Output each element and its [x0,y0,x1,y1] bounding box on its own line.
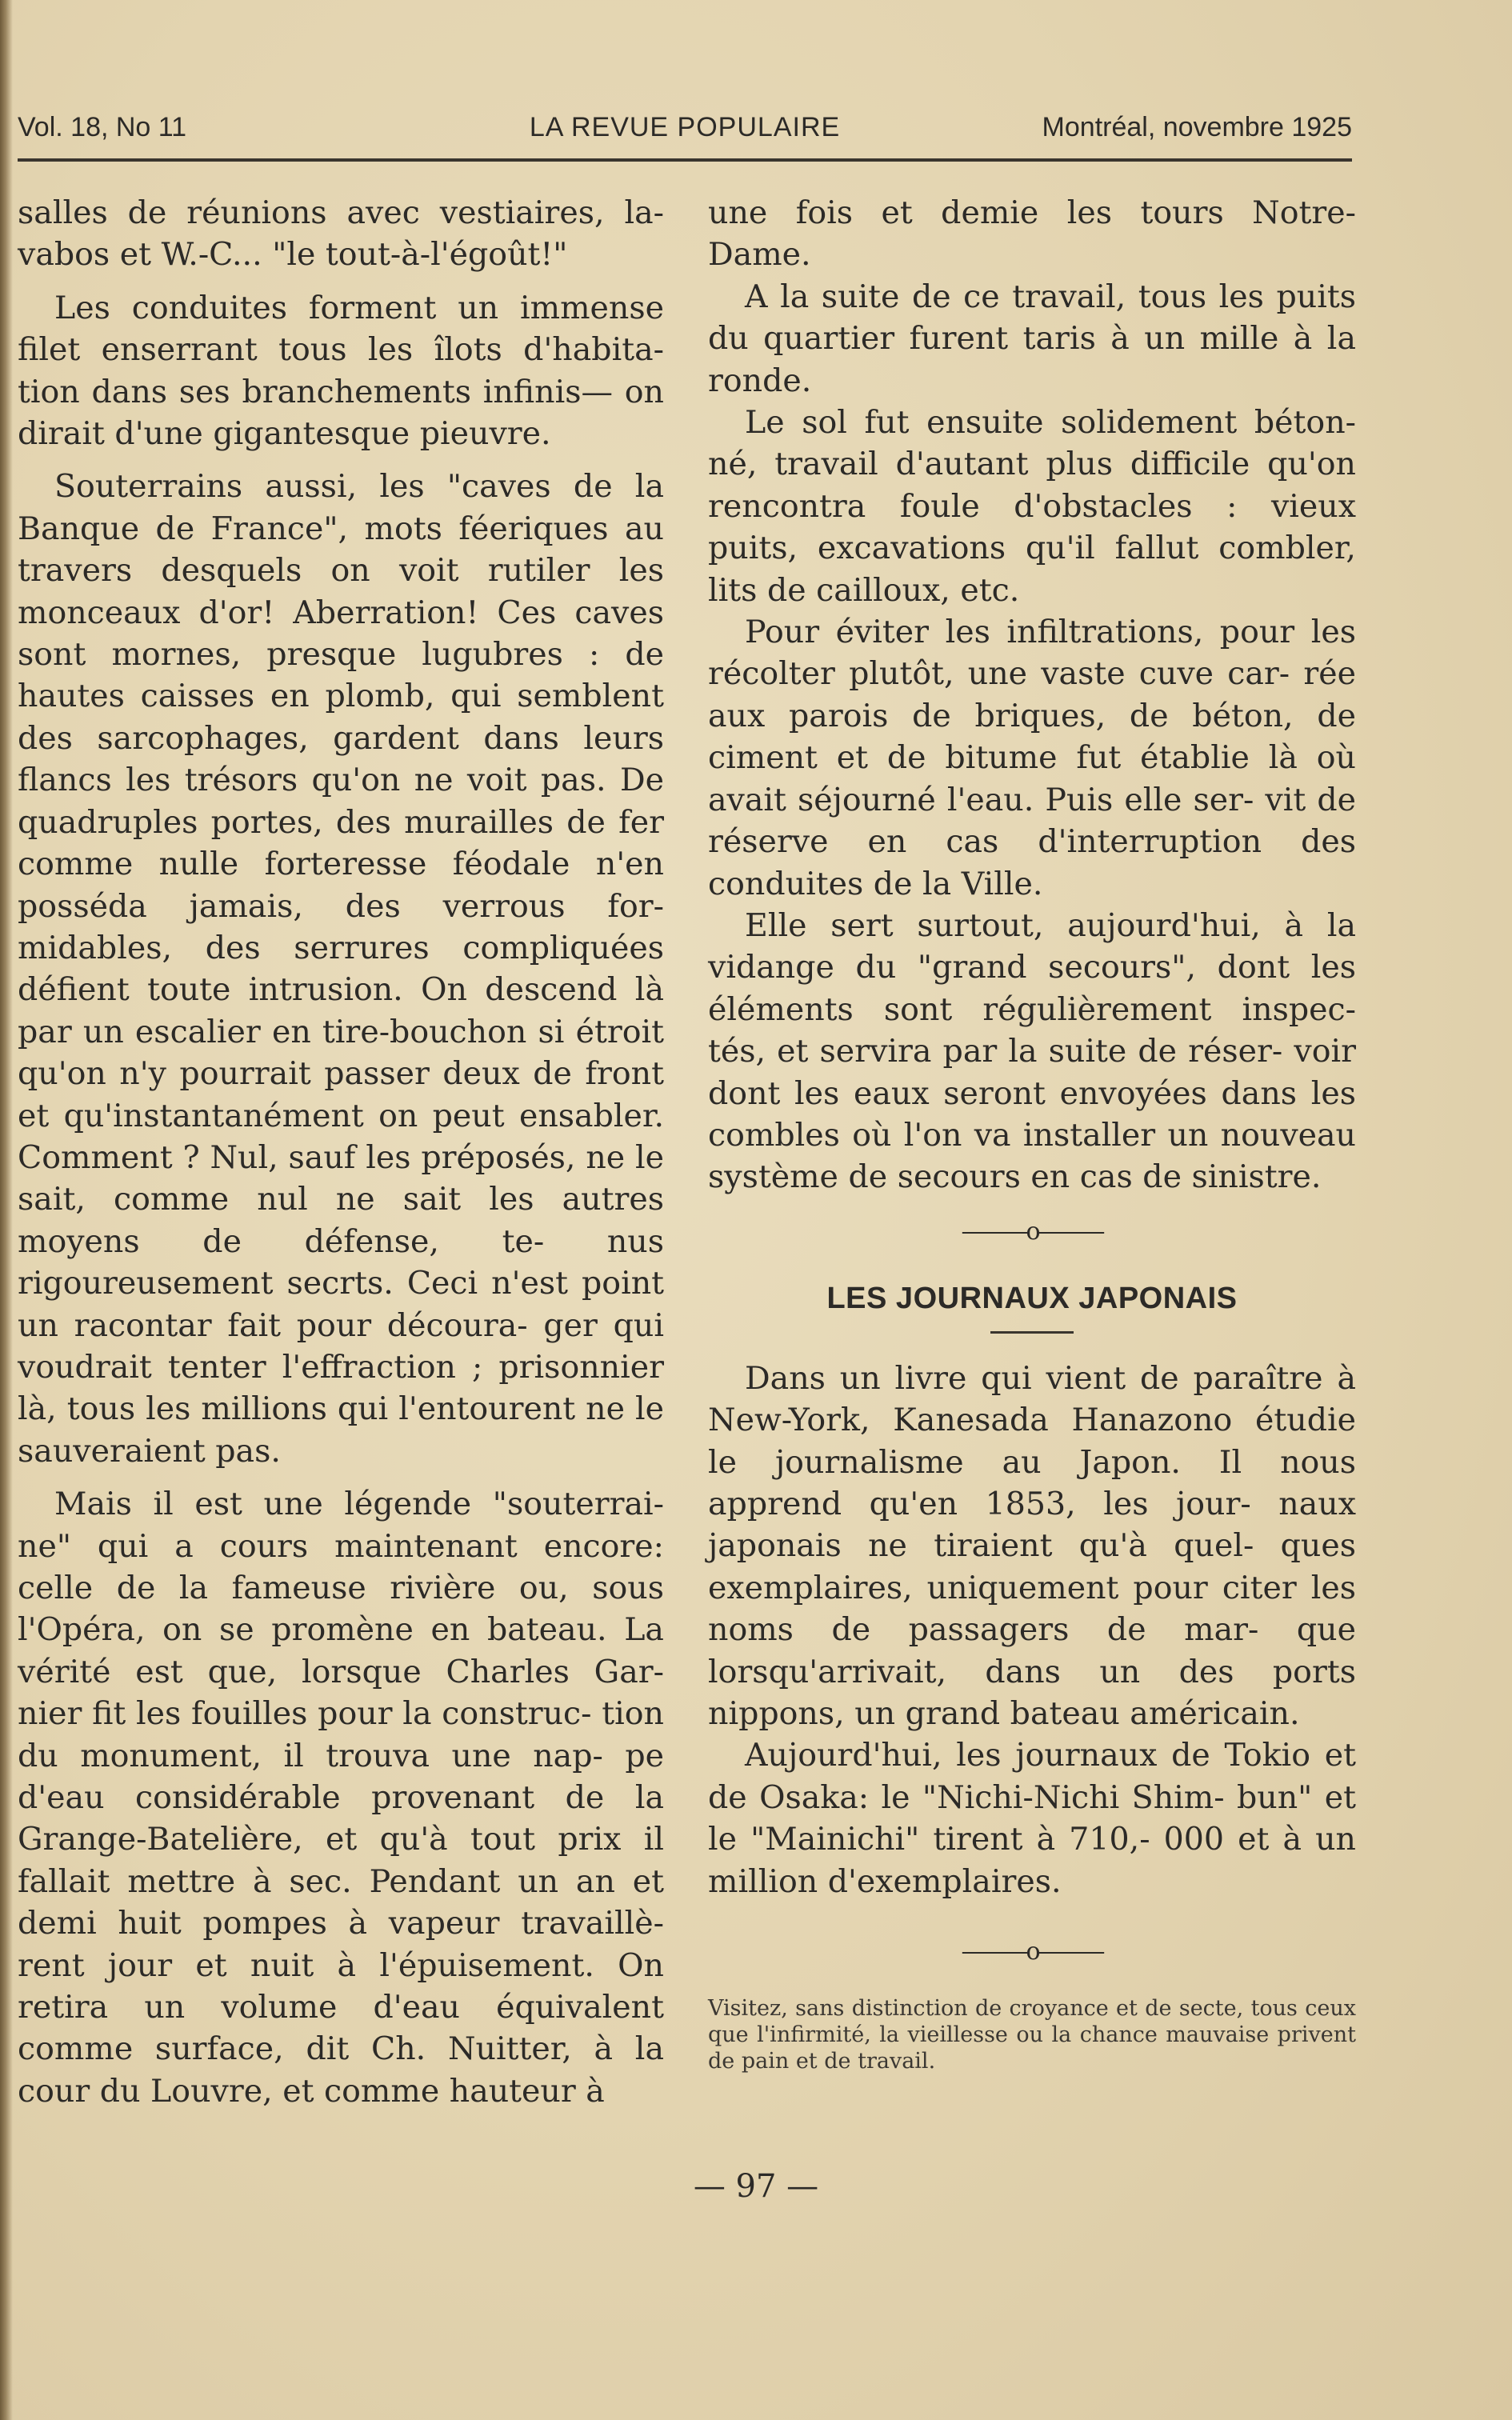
text-line: n'en posséda jamais, des verrous for- [18,846,664,925]
publication-title: LA REVUE POPULAIRE [529,112,841,142]
text-line: sont mornes, presque lugubres : de [18,636,664,674]
text-line: Aujourd'hui, les journaux de Tokio [745,1737,1310,1774]
text-line: comme surface, dit Ch. Nuitter, à la [18,2030,664,2068]
text-line: et de Osaka: le "Nichi-Nichi Shim- [708,1737,1356,1816]
text-line: où avait séjourné l'eau. Puis elle ser- [708,739,1356,818]
text-line: Elle sert surtout, aujourd'hui, à la [745,906,1356,944]
text-line: l'entourent ne le sauveraient pas. [18,1390,664,1470]
text-line: tous ceux que l'infirmité, la vieillesse ou la chance [708,1996,1356,2048]
text-line: nier fit les fouilles pour la construc- [18,1695,592,1733]
left-paragraph-1 [18,192,664,276]
text-line: salles de réunions avec vestiaires, la- [18,194,664,231]
text-line: hautes caisses en plomb, qui semblent [18,678,664,715]
text-line: que lorsqu'arrivait, dans un des ports [708,1611,1356,1690]
text-line: de ciment et de bitume fut établie là [708,697,1356,777]
text-line: point un racontar fait pour découra- [18,1265,665,1344]
text-line: vérité est que, lorsque Charles Gar- [18,1653,664,1690]
text-line: nus rigoureusement secrts. Ceci n'est [18,1222,664,1302]
text-line: filet enserrant tous les îlots d'habita- [18,331,664,369]
text-line: travers desquels on voit rutiler les [18,552,664,590]
text-line: tés, et servira par la suite de réser- [708,1033,1283,1070]
text-line: rée aux parois de briques, de béton, [708,655,1356,734]
right-paragraph-5 [708,905,1356,1198]
volume-number: Vol. 18, No 11 [18,112,187,142]
text-line: défient toute intrusion. On descend là [18,971,664,1009]
text-line: vit de réserve en cas d'interruption [708,781,1356,861]
text-line: fer comme nulle forteresse féodale [18,803,664,883]
text-line: de sinistre. [1142,1158,1322,1196]
text-line: Le sol fut ensuite solidement béton- [745,404,1356,442]
text-line: dans les combles où l'on va installer [708,1074,1356,1154]
text-line: des conduites de la Ville. [708,823,1357,902]
text-line: vidange du "grand secours", dont les [708,949,1356,986]
text-line: citer les noms de passagers de mar- [708,1569,1356,1649]
text-line: midables, des serrures compliquées [18,929,664,966]
text-line: celle de la fameuse rivière ou, sous [18,1570,664,1606]
right-paragraph-1 [708,192,1356,276]
text-line: étroit qu'on n'y pourrait passer deux [18,1013,664,1093]
text-line: A la suite de ce travail, tous les [745,278,1264,315]
text-line: Pour éviter les infiltrations, pour [745,614,1295,651]
text-line: on dirait d'une gigantesque pieuvre. [18,373,664,453]
text-line: ger qui voudrait tenter l'effraction ; [18,1306,664,1386]
text-line: Dans un livre qui vient de paraître [745,1359,1323,1397]
section-separator: ———o——— [961,1217,1103,1246]
text-line: mille à la ronde. [708,320,1356,399]
text-line: à New-York, Kanesada Hanazono [708,1359,1356,1439]
page-edge-shadow [0,0,13,2420]
text-line: lits de cailloux, etc. [708,571,1020,609]
text-line: Souterrains aussi, les "caves de la [54,468,664,506]
left-column [18,192,664,2112]
text-line: pe d'eau considérable provenant de la [18,1737,664,1817]
text-line: bun" et le "Mainichi" tirent à 710,- [708,1778,1357,1858]
running-header [18,112,1352,152]
text-line: les récolter plutôt, une vaste cuve car- [708,614,1356,693]
header-rule [18,158,1352,162]
right-paragraph-2 [708,276,1356,402]
left-paragraph-4 [18,1483,664,2112]
text-line: une fois et demie les tours Notre- [708,194,1356,231]
text-line: de front et qu'instantanément on peut [18,1055,664,1134]
text-line: vabos et W.-C... "le tout-à-l'égoût!" [18,236,568,274]
text-line: nippons, un grand bateau américain. [708,1695,1300,1732]
issue-date: Montréal, novembre 1925 [1042,112,1352,142]
text-line: Visitez, sans distinction de croyance et de secte, [708,1996,1244,2022]
page-number: — 97 — [693,2168,819,2205]
text-line: monceaux d'or! Aberration! Ces caves [18,594,664,631]
text-line: puits du quartier furent taris à un [708,278,1356,358]
right-paragraph-4 [708,611,1356,905]
left-paragraph-2 [18,287,664,455]
text-line: demi huit pompes à vapeur travaillè- [18,1905,664,1942]
text-line: ques exemplaires, uniquement pour [708,1527,1356,1606]
text-line: flancs les trésors qu'on ne voit pas. De [18,762,664,799]
text-line: Grange-Batelière, et qu'à tout prix il [18,1821,664,1858]
title-underline [990,1331,1074,1334]
left-paragraph-3 [18,466,664,1472]
text-line: Banque de France", mots féeriques au [18,510,664,547]
text-line: quadruples portes, des murailles de [18,803,606,841]
text-line: étudie le journalisme au Japon. Il [708,1402,1356,1481]
text-line: Les conduites forment un immense [54,289,664,326]
text-line: préposés, ne le sait, comme nul ne [18,1138,664,1218]
text-line: cour du Louvre, et comme hauteur à [18,2072,605,2110]
text-line: voir dont les eaux seront envoyées [708,1033,1356,1112]
text-line: ne" qui a cours maintenant encore: [18,1527,664,1565]
right-column [708,192,1356,2074]
text-line: fallait mettre à sec. Pendant un an et [18,1862,664,1900]
text-line: sait les autres moyens de défense, te- [18,1181,664,1260]
right-paragraph-6 [708,1358,1356,1735]
text-line: puits, excavations qu'il fallut combler, [708,530,1356,567]
text-line: Mais il est une légende "souterrai- [54,1486,664,1523]
text-line: prisonnier là, tous les millions qui [18,1348,664,1428]
text-line: naux japonais ne tiraient qu'à quel- [708,1485,1356,1565]
text-line: l'Opéra, on se promène en bateau. La [18,1611,664,1649]
text-line: éléments sont régulièrement inspec- [708,990,1356,1028]
text-line: 000 et à un million d'exemplaires. [708,1821,1356,1900]
section-title: LES JOURNAUX JAPONAIS [826,1281,1238,1315]
text-line: retira un volume d'eau équivalent [18,1989,664,2026]
right-paragraph-7 [708,1734,1356,1902]
text-line: tion du monument, il trouva une nap- [18,1695,664,1774]
text-line: Dame. [708,236,811,274]
footnote [708,1995,1356,2074]
right-paragraph-3 [708,402,1356,611]
text-line: né, travail d'autant plus difficile qu'on [708,446,1356,483]
text-line: un nouveau système de secours en cas [708,1116,1356,1196]
text-line: mauvaise privent de pain et de travail. [708,2022,1356,2074]
text-line: rent jour et nuit à l'épuisement. On [18,1946,664,1984]
text-line: nous apprend qu'en 1853, les jour- [708,1443,1356,1522]
text-line: par un escalier en tire-bouchon si [18,1013,565,1050]
text-line: ensabler. Comment ? Nul, sauf les [18,1097,664,1176]
text-line: rencontra foule d'obstacles : vieux [708,487,1356,525]
text-line: tion dans ses branchements infinis— [18,373,613,410]
text-line: des sarcophages, gardent dans leurs [18,719,664,757]
closing-separator: ———o——— [961,1938,1103,1966]
